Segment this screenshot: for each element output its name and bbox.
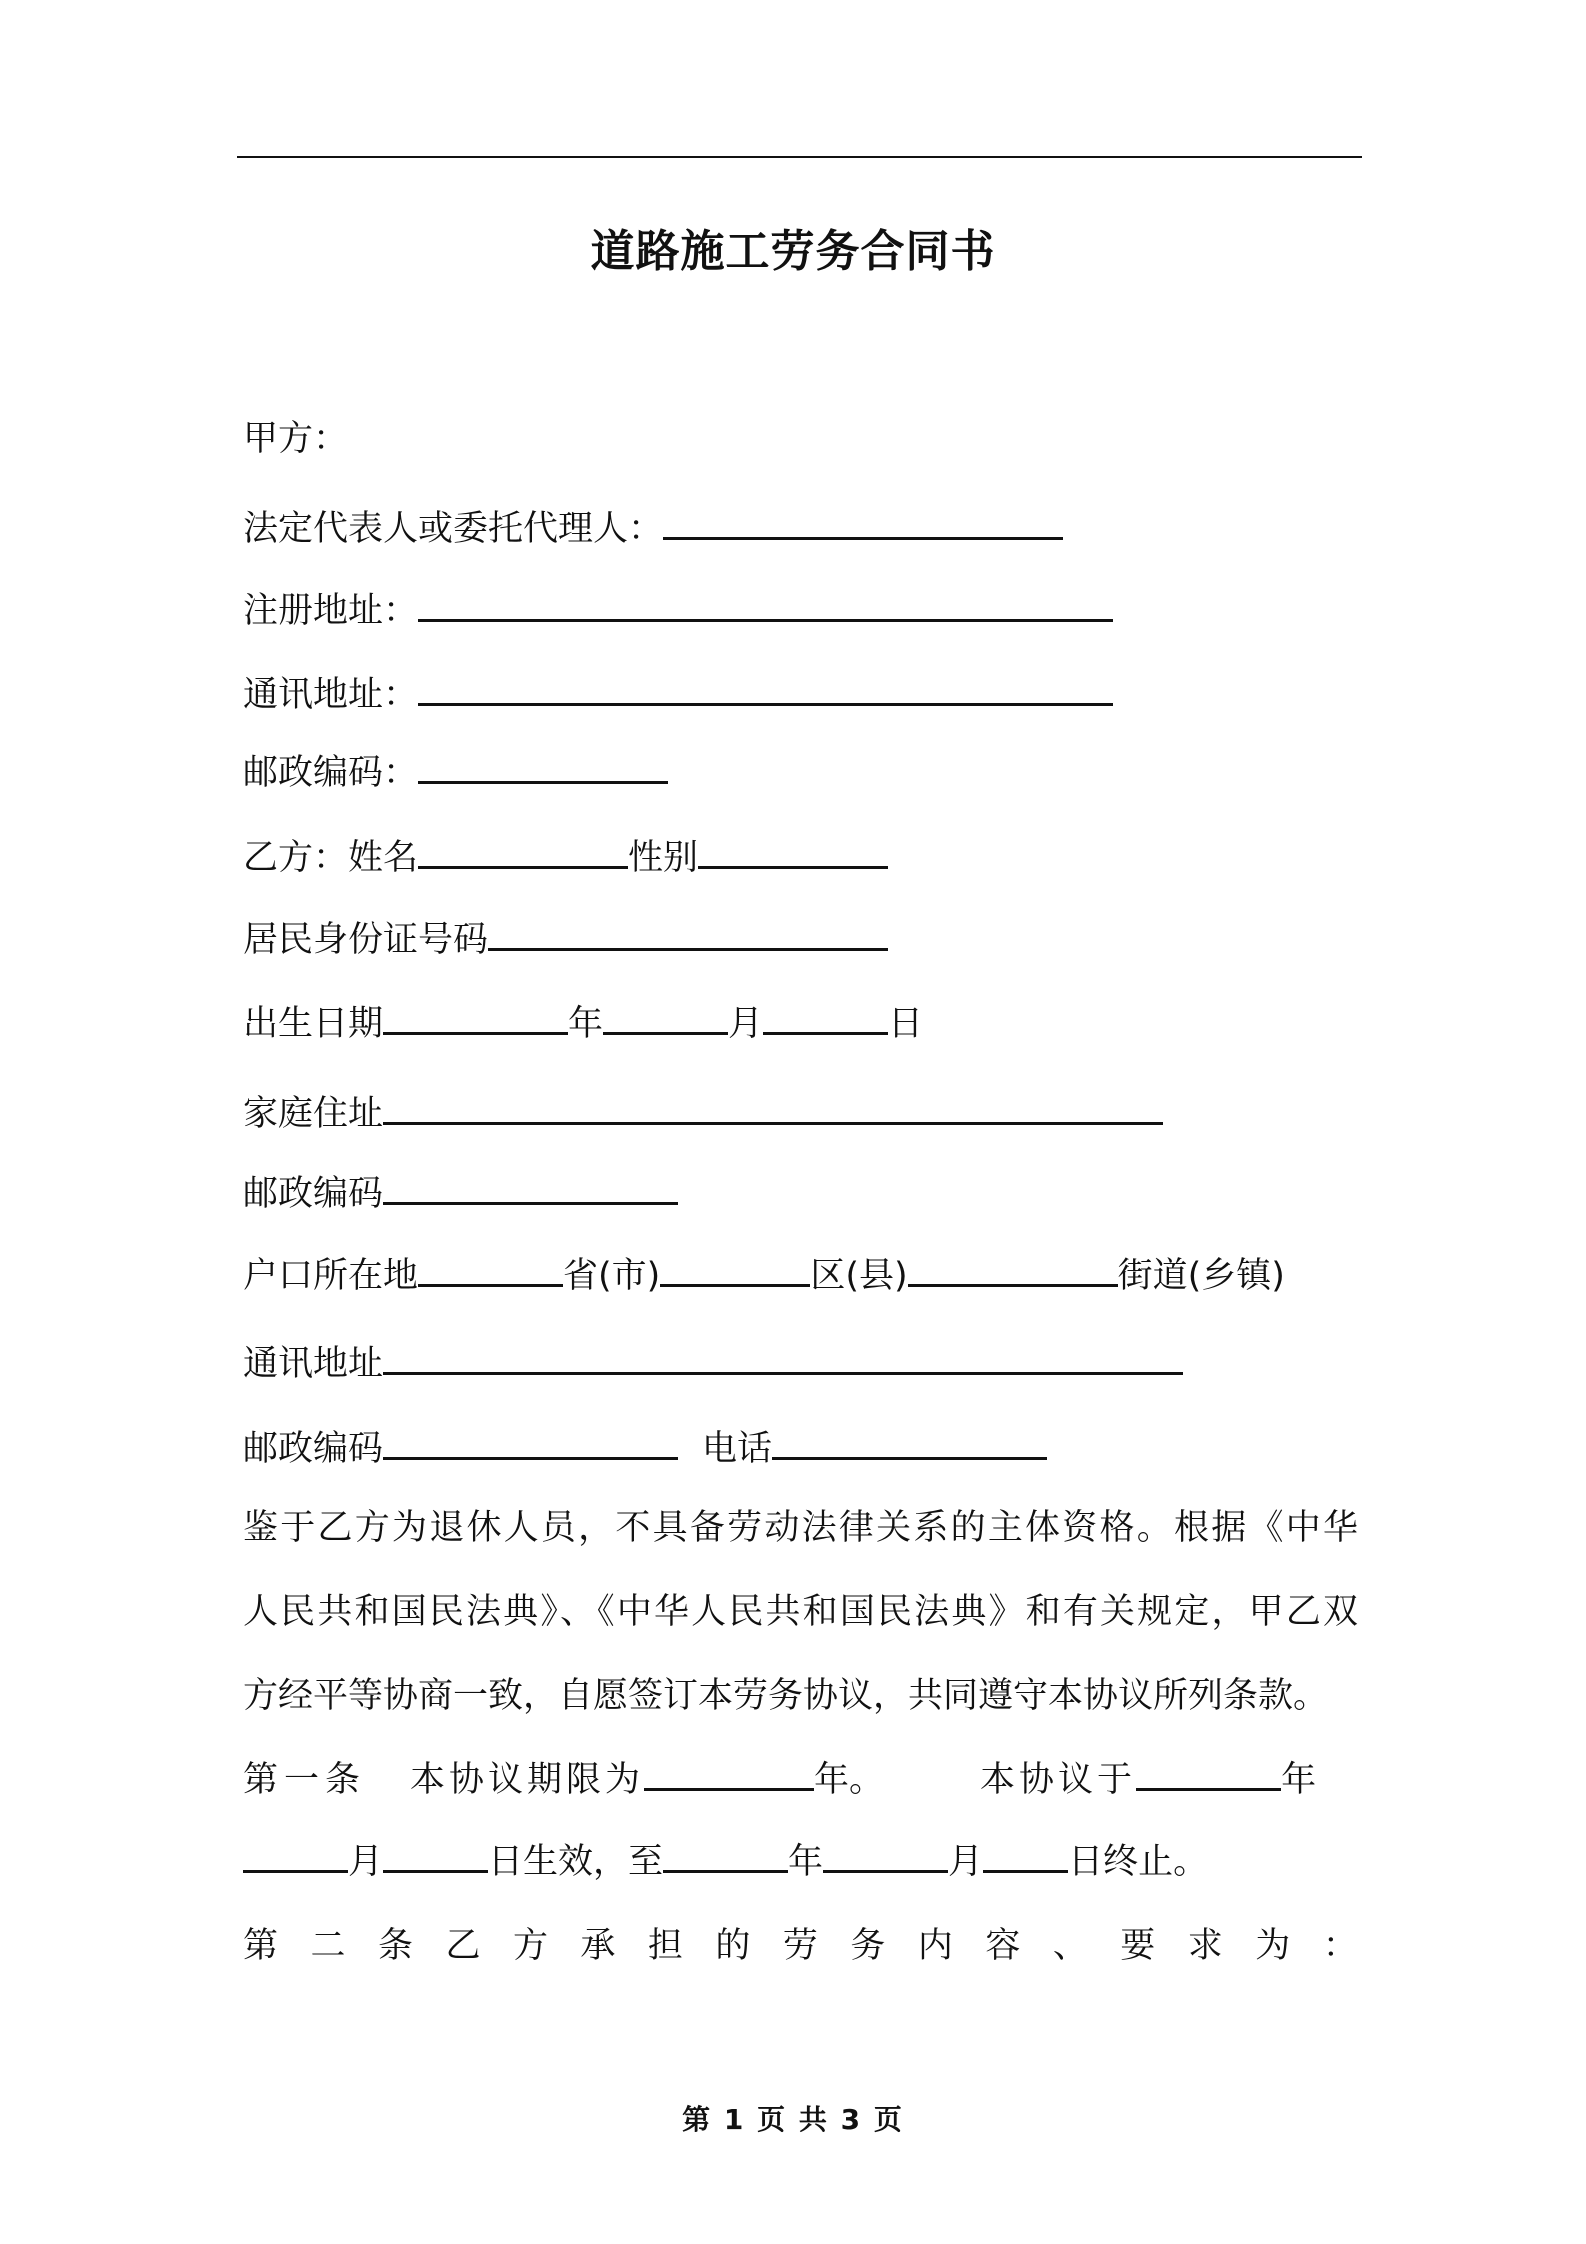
terminate-text: 日终止。 [1068, 1842, 1209, 1882]
province-unit: 省(市) [563, 1256, 661, 1296]
birth-date-label: 出生日期 [243, 1004, 384, 1044]
document-title: 道路施工劳务合同书 [590, 226, 996, 277]
article-2-char: 容 [985, 1926, 1021, 1966]
id-number-label: 居民身份证号码 [243, 920, 489, 960]
party-a-heading: 甲方： [243, 419, 349, 459]
home-address-blank [383, 1092, 1163, 1125]
party-a-postal-code-row [243, 751, 668, 795]
party-a-mailing-address-label: 通讯地址： [243, 675, 419, 715]
postal-phone-row [243, 1427, 1047, 1471]
article-1-line-1 [243, 1758, 1316, 1802]
article-2-char: 方 [512, 1926, 548, 1966]
start-year-blank [1136, 1758, 1281, 1791]
registered-address-blank [418, 589, 1113, 622]
article-2 [243, 1924, 1358, 1974]
article-2-char: 承 [580, 1926, 616, 1966]
article-2-char: 劳 [782, 1926, 818, 1966]
party-a-mailing-address-row [243, 673, 1113, 717]
article-2-char: 乙 [445, 1926, 481, 1966]
end-year-blank [663, 1840, 788, 1873]
header-rule [237, 156, 1362, 158]
term-years-blank [644, 1758, 814, 1791]
gender-blank [698, 836, 888, 869]
article-1-line-2 [243, 1840, 1208, 1884]
term-text: 本协议期限为 [410, 1760, 645, 1800]
household-row [243, 1254, 1285, 1298]
end-month-unit: 月 [948, 1842, 984, 1882]
start-text: 本协议于 [980, 1760, 1137, 1800]
gender-label: 性别 [628, 838, 699, 878]
article-2-char: 担 [647, 1926, 683, 1966]
end-month-blank [823, 1840, 948, 1873]
home-address-label: 家庭住址 [243, 1094, 384, 1134]
name-blank [418, 836, 628, 869]
name-label: 姓名 [348, 838, 419, 878]
party-b-postal-code-label: 邮政编码 [243, 1174, 384, 1214]
id-number-blank [488, 918, 888, 951]
household-label: 户口所在地 [243, 1256, 419, 1296]
article-2-char: 要 [1120, 1926, 1156, 1966]
street-blank [908, 1254, 1118, 1287]
birth-day-unit: 日 [888, 1004, 924, 1044]
representative-label: 法定代表人或委托代理人： [243, 509, 664, 549]
term-year-end: 年。 [814, 1760, 885, 1800]
article-2-char: 第 [243, 1926, 279, 1966]
id-number-row [243, 918, 888, 962]
party-b-heading: 乙方： [243, 838, 349, 878]
start-year-unit: 年 [1281, 1760, 1317, 1800]
phone-blank [772, 1427, 1047, 1460]
home-address-row [243, 1092, 1163, 1136]
article-2-char: 的 [715, 1926, 751, 1966]
street-unit: 街道(乡镇) [1117, 1256, 1285, 1296]
party-a-mailing-address-blank [418, 673, 1113, 706]
article-2-char: 二 [310, 1926, 346, 1966]
representative-blank [663, 507, 1063, 540]
birth-day-blank [763, 1002, 888, 1035]
birth-year-unit: 年 [568, 1004, 604, 1044]
birth-month-unit: 月 [728, 1004, 764, 1044]
party-b-mailing-address-row [243, 1342, 1183, 1386]
party-a-registered-address-row [243, 589, 1113, 633]
party-b-postal-code-blank-2 [383, 1427, 678, 1460]
district-unit: 区(县) [810, 1256, 908, 1296]
party-a-postal-code-label: 邮政编码： [243, 753, 419, 793]
district-blank [660, 1254, 810, 1287]
preamble-line: 人民共和国民法典》、《中华人民共和国民法典》和有关规定，甲乙双 [243, 1592, 1358, 1632]
preamble-line: 鉴于乙方为退休人员，不具备劳动法律关系的主体资格。根据《中华 [243, 1508, 1358, 1548]
start-month-unit: 月 [348, 1842, 384, 1882]
article-2-char: 务 [850, 1926, 886, 1966]
party-b-postal-code-label-2: 邮政编码 [243, 1429, 384, 1469]
article-2-char: 内 [917, 1926, 953, 1966]
start-day-blank [383, 1840, 488, 1873]
party-b-mailing-address-blank [383, 1342, 1183, 1375]
end-day-blank [983, 1840, 1068, 1873]
birth-date-row [243, 1002, 923, 1046]
article-2-line [243, 1924, 1358, 1968]
effective-text: 日生效，至 [488, 1842, 664, 1882]
party-b-postal-code-row [243, 1172, 678, 1216]
article-2-char: 求 [1187, 1926, 1223, 1966]
page-number: 第 1 页 共 3 页 [682, 2103, 904, 2136]
registered-address-label: 注册地址： [243, 591, 419, 631]
birth-month-blank [603, 1002, 728, 1035]
preamble-paragraph [243, 1506, 1358, 1766]
birth-year-blank [383, 1002, 568, 1035]
start-month-blank [243, 1840, 348, 1873]
party-a-representative-row [243, 507, 1063, 551]
province-blank [418, 1254, 563, 1287]
party-b-name-row [243, 836, 888, 880]
article-2-char: 、 [1052, 1926, 1088, 1966]
article-2-char: ： [1322, 1926, 1358, 1966]
preamble-line: 方经平等协商一致，自愿签订本劳务协议，共同遵守本协议所列条款。 [243, 1676, 1329, 1716]
article-2-char: 条 [377, 1926, 413, 1966]
end-year-unit: 年 [788, 1842, 824, 1882]
article-2-char: 为 [1255, 1926, 1291, 1966]
phone-label: 电话 [702, 1429, 773, 1469]
article-1-label: 第一条 [243, 1760, 367, 1800]
party-a-postal-code-blank [418, 751, 668, 784]
party-b-mailing-address-label: 通讯地址 [243, 1344, 384, 1384]
party-b-postal-code-blank [383, 1172, 678, 1205]
